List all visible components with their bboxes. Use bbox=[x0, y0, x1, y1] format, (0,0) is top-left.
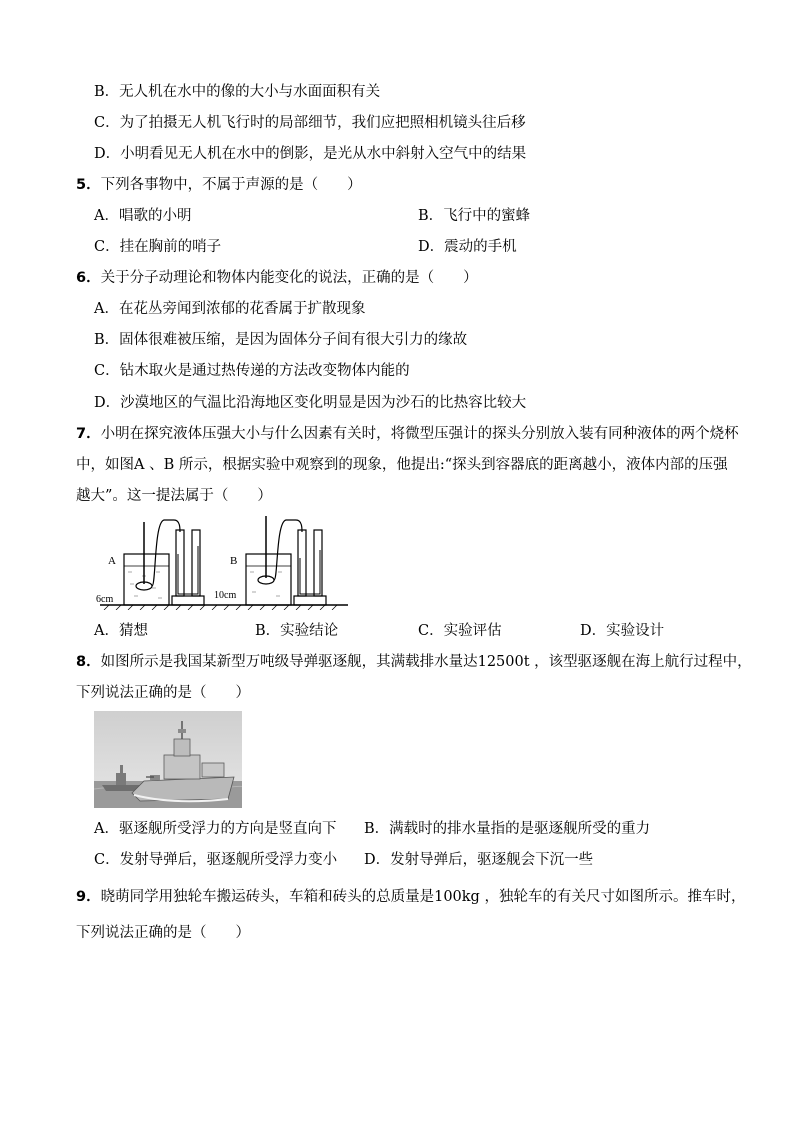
q7-option-d: D．实验设计 bbox=[580, 623, 665, 639]
label-b: B bbox=[230, 555, 238, 567]
gauge-base-a bbox=[172, 596, 204, 605]
q8-stem-line-1 bbox=[76, 652, 752, 672]
q5-stem-line bbox=[76, 175, 362, 195]
q6-option-d: D．沙漠地区的气温比沿海地区变化明显是因为沙石的比热容比较大 bbox=[94, 395, 527, 411]
q8-option-c: C．发射导弹后，驱逐舰所受浮力变小 bbox=[94, 852, 338, 868]
destroyer-photo bbox=[94, 711, 242, 808]
q6-option-b: B．固体很难被压缩，是因为固体分子间有很大引力的缘故 bbox=[94, 332, 468, 348]
depth-a: 6cm bbox=[96, 594, 114, 605]
q4-option-c: C．为了拍摄无人机飞行时的局部细节，我们应把照相机镜头往后移 bbox=[94, 115, 526, 131]
q6-option-c: C．钻木取火是通过热传递的方法改变物体内能的 bbox=[94, 363, 410, 379]
q7-option-b: B．实验结论 bbox=[255, 623, 339, 639]
q9-stem-line-2: 下列说法正确的是（ ） bbox=[76, 925, 250, 941]
setup-b bbox=[246, 516, 326, 605]
q6-stem: 关于分子动理论和物体内能变化的说法，正确的是（ ） bbox=[100, 270, 478, 286]
q8-stem-line-2: 下列说法正确的是（ ） bbox=[76, 685, 250, 701]
q5-option-d: D．震动的手机 bbox=[418, 239, 517, 255]
q7-option-a: A．猜想 bbox=[94, 623, 148, 639]
q7-stem-line-1 bbox=[76, 424, 739, 444]
q8-option-b: B．满载时的排水量指的是驱逐舰所受的重力 bbox=[364, 821, 651, 837]
q5-option-a: A．唱歌的小明 bbox=[94, 208, 192, 224]
u-tube-left-b bbox=[298, 530, 306, 596]
depth-b: 10cm bbox=[214, 590, 237, 601]
q8-stem-1: 如图所示是我国某新型万吨级导弹驱逐舰，其满载排水量达12500t ，该型驱逐舰在海上航行过程中， bbox=[100, 654, 752, 670]
u-tube-right-a bbox=[192, 530, 200, 596]
q6-stem-line bbox=[76, 268, 478, 288]
q8-number: 8． bbox=[76, 654, 101, 670]
q7-number: 7． bbox=[76, 426, 101, 442]
q9-stem-line-1 bbox=[76, 887, 745, 907]
q6-number: 6． bbox=[76, 270, 101, 286]
q8-option-a: A．驱逐舰所受浮力的方向是竖直向下 bbox=[94, 821, 337, 837]
q5-number: 5． bbox=[76, 177, 101, 193]
q5-stem: 下列各事物中，不属于声源的是（ ） bbox=[100, 177, 362, 193]
beaker-a bbox=[124, 554, 169, 605]
q6-option-a: A．在花丛旁闻到浓郁的花香属于扩散现象 bbox=[94, 301, 366, 317]
q7-stem-line-3: 越大”。这一提法属于（ ） bbox=[76, 488, 272, 504]
label-a: A bbox=[108, 555, 116, 567]
pressure-experiment-figure bbox=[94, 514, 348, 610]
gauge-base-b bbox=[294, 596, 326, 605]
q5-option-c: C．挂在胸前的哨子 bbox=[94, 239, 222, 255]
q9-number: 9． bbox=[76, 889, 101, 905]
q4-option-b: B．无人机在水中的像的大小与水面面积有关 bbox=[94, 84, 381, 100]
q4-option-d: D．小明看见无人机在水中的倒影，是光从水中斜射入空气中的结果 bbox=[94, 146, 527, 162]
q8-option-d: D．发射导弹后，驱逐舰会下沉一些 bbox=[364, 852, 594, 868]
q7-stem-line-2: 中，如图A 、B 所示，根据实验中观察到的现象，他提出:“探头到容器底的距离越小，液体内部的压强 bbox=[76, 457, 728, 473]
q9-stem-1: 晓萌同学用独轮车搬运砖头，车箱和砖头的总质量是100kg ，独轮车的有关尺寸如图所示。推车时， bbox=[100, 889, 746, 905]
u-tube-left-a bbox=[176, 530, 184, 596]
q7-stem-1: 小明在探究液体压强大小与什么因素有关时，将微型压强计的探头分别放入装有同种液体的两个烧杯 bbox=[100, 426, 739, 442]
beaker-b bbox=[246, 554, 291, 605]
setup-a bbox=[124, 520, 204, 605]
q7-option-c: C．实验评估 bbox=[418, 623, 502, 639]
q5-option-b: B．飞行中的蜜蜂 bbox=[418, 208, 531, 224]
u-tube-right-b bbox=[314, 530, 322, 596]
